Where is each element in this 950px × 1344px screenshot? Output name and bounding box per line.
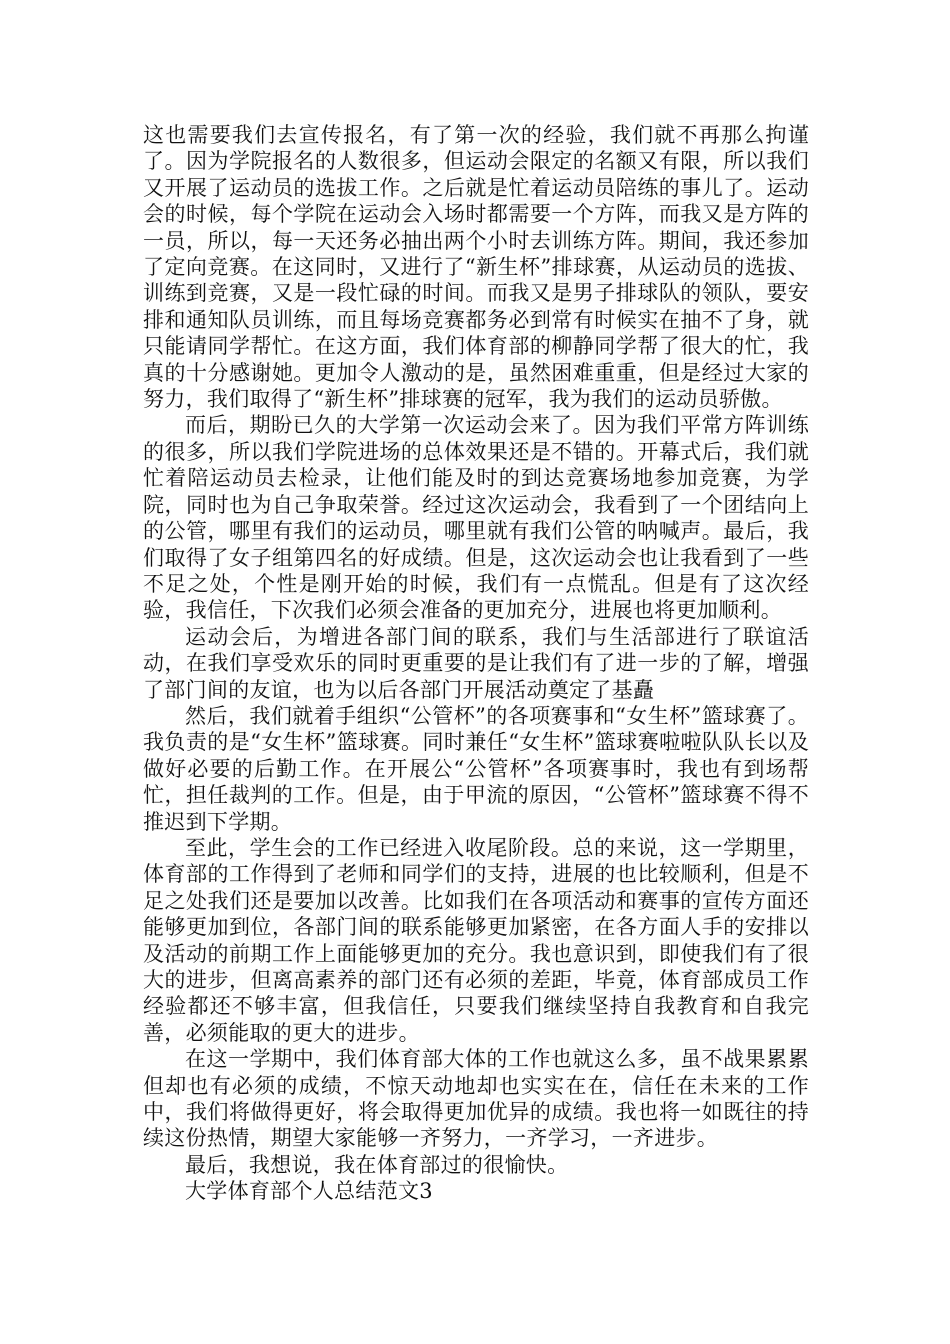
paragraph-5: 至此，学生会的工作已经进入收尾阶段。总的来说，这一学期里，体育部的工作得到了老师和同学们的支持，进展的也比较顺利，但是不足之处我们还是要加以改善。比如我们在各项活动和赛事的宣传方面还能够更加到位，各部门间的联系能够更加紧密，在各方面人手的安排以及活动的前期工作上面能够更加的充分。我也意识到，即使我们有了很大的进步，但离高素养的部门还有必须的差距，毕竟，体育部成员工作经验都还不够丰富，但我信任，只要我们继续坚持自我教育和自我完善，必须能取的更大的进步。 [143,835,809,1045]
paragraph-3: 运动会后，为增进各部门间的联系，我们与生活部进行了联谊活动，在我们享受欢乐的同时更重要的是让我们有了进一步的了解，增强了部门间的友谊，也为以后各部门开展活动奠定了基矗 [143,624,809,702]
section-heading: 大学体育部个人总结范文3 [185,1179,433,1204]
paragraph-4: 然后，我们就着手组织“公管杯”的各项赛事和“女生杯”篮球赛了。我负责的是“女生杯”篮球赛。同时兼任“女生杯”篮球赛啦啦队队长以及做好必要的后勤工作。在开展公“公管杯”各项赛事时，我也有到场帮忙，担任裁判的工作。但是，由于甲流的原因，“公管杯”篮球赛不得不推迟到下学期。 [143,703,809,834]
paragraph-1: 这也需要我们去宣传报名，有了第一次的经验，我们就不再那么拘谨了。因为学院报名的人数很多，但运动会限定的名额又有限，所以我们又开展了运动员的选拔工作。之后就是忙着运动员陪练的事儿了。运动会的时候，每个学院在运动会入场时都需要一个方阵，而我又是方阵的一员，所以，每一天还务必抽出两个小时去训练方阵。期间，我还参加了定向竞赛。在这同时，又进行了“新生杯”排球赛，从运动员的选拔、训练到竞赛，又是一段忙碌的时间。而我又是男子排球队的领队，要安排和通知队员训练，而且每场竞赛都务必到常有时候实在抽不了身，就只能请同学帮忙。在这方面，我们体育部的柳静同学帮了很大的忙，我真的十分感谢她。更加令人激动的是，虽然困难重重，但是经过大家的努力，我们取得了“新生杯”排球赛的冠军，我为我们的运动员骄傲。 [143,123,809,412]
paragraph-6: 在这一学期中，我们体育部大体的工作也就这么多，虽不战果累累但却也有必须的成绩，不惊天动地却也实实在在，信任在未来的工作中，我们将做得更好，将会取得更加优异的成绩。我也将一如既往的持续这份热情，期望大家能够一齐努力，一齐学习，一齐进步。 [143,1047,809,1151]
paragraph-2: 而后，期盼已久的大学第一次运动会来了。因为我们平常方阵训练的很多，所以我们学院进场的总体效果还是不错的。开幕式后，我们就忙着陪运动员去检录，让他们能及时的到达竞赛场地参加竞赛，为学院，同时也为自己争取荣誉。经过这次运动会，我看到了一个团结向上的公管，哪里有我们的运动员，哪里就有我们公管的呐喊声。最后，我们取得了女子组第四名的好成绩。但是，这次运动会也让我看到了一些不足之处，个性是刚开始的时候，我们有一点慌乱。但是有了这次经验，我信任，下次我们必须会准备的更加充分，进展也将更加顺利。 [143,413,809,623]
document-body [143,122,809,1205]
paragraph-7: 最后，我想说，我在体育部过的很愉快。 [185,1152,569,1177]
